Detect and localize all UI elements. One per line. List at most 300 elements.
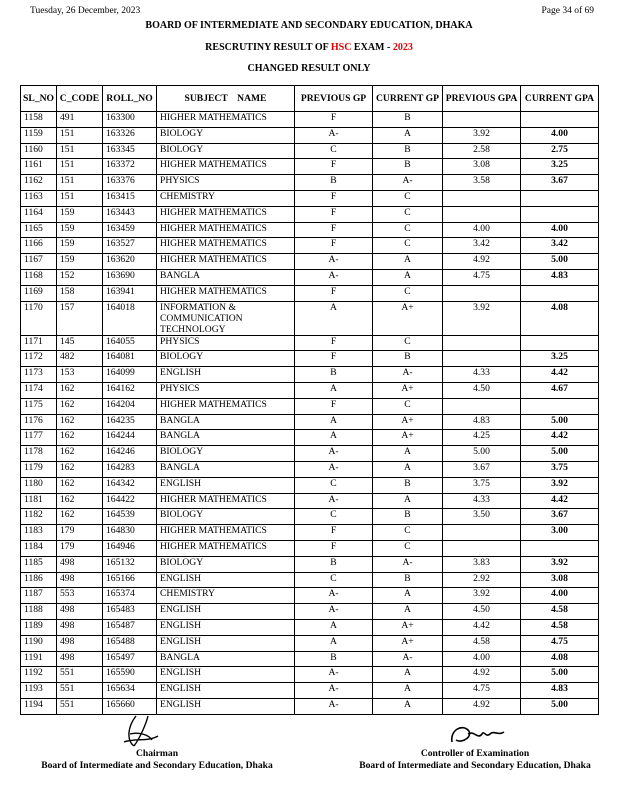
table-row bbox=[21, 351, 599, 367]
cell-subject: PHYSICS bbox=[157, 382, 295, 398]
cell-c-code: 551 bbox=[57, 683, 103, 699]
cell-c-code: 162 bbox=[57, 477, 103, 493]
cell-previous-gp: F bbox=[295, 285, 373, 301]
cell-roll-no: 164081 bbox=[103, 351, 157, 367]
cell-current-gp: A bbox=[373, 269, 443, 285]
cell-previous-gpa: 4.00 bbox=[443, 222, 521, 238]
cell-sl-no: 1158 bbox=[21, 112, 57, 128]
cell-roll-no: 165590 bbox=[103, 667, 157, 683]
cell-c-code: 498 bbox=[57, 556, 103, 572]
cell-current-gpa: 4.83 bbox=[521, 269, 599, 285]
cell-previous-gpa: 2.92 bbox=[443, 572, 521, 588]
cell-previous-gp: A- bbox=[295, 461, 373, 477]
cell-current-gp: A bbox=[373, 667, 443, 683]
table-row bbox=[21, 398, 599, 414]
cell-sl-no: 1187 bbox=[21, 588, 57, 604]
cell-c-code: 151 bbox=[57, 190, 103, 206]
table-row bbox=[21, 683, 599, 699]
cell-previous-gp: B bbox=[295, 651, 373, 667]
cell-previous-gp: A- bbox=[295, 446, 373, 462]
cell-sl-no: 1167 bbox=[21, 254, 57, 270]
cell-current-gpa: 5.00 bbox=[521, 446, 599, 462]
table-row bbox=[21, 414, 599, 430]
cell-current-gpa: 3.08 bbox=[521, 572, 599, 588]
table-row bbox=[21, 446, 599, 462]
cell-subject: ENGLISH bbox=[157, 367, 295, 383]
cell-roll-no: 164099 bbox=[103, 367, 157, 383]
cell-subject: HIGHER MATHEMATICS bbox=[157, 525, 295, 541]
cell-previous-gp: F bbox=[295, 222, 373, 238]
table-row bbox=[21, 572, 599, 588]
table-row bbox=[21, 635, 599, 651]
cell-roll-no: 164018 bbox=[103, 301, 157, 335]
table-row bbox=[21, 335, 599, 351]
exam-title bbox=[0, 42, 618, 53]
cell-sl-no: 1189 bbox=[21, 619, 57, 635]
cell-c-code: 159 bbox=[57, 206, 103, 222]
cell-previous-gp: A- bbox=[295, 588, 373, 604]
cell-current-gp: A- bbox=[373, 367, 443, 383]
cell-current-gp: A bbox=[373, 588, 443, 604]
cell-current-gpa: 5.00 bbox=[521, 667, 599, 683]
cell-previous-gpa: 3.08 bbox=[443, 159, 521, 175]
cell-previous-gp: F bbox=[295, 190, 373, 206]
cell-previous-gp: F bbox=[295, 112, 373, 128]
cell-current-gpa: 4.42 bbox=[521, 367, 599, 383]
cell-previous-gpa: 4.50 bbox=[443, 604, 521, 620]
table-row bbox=[21, 159, 599, 175]
col-header-sl-no: SL_NO bbox=[21, 86, 57, 112]
cell-current-gpa bbox=[521, 285, 599, 301]
cell-subject: BIOLOGY bbox=[157, 143, 295, 159]
table-row bbox=[21, 588, 599, 604]
cell-c-code: 162 bbox=[57, 414, 103, 430]
cell-subject: BIOLOGY bbox=[157, 127, 295, 143]
cell-roll-no: 164342 bbox=[103, 477, 157, 493]
cell-previous-gp: F bbox=[295, 398, 373, 414]
cell-roll-no: 163527 bbox=[103, 238, 157, 254]
table-row bbox=[21, 619, 599, 635]
cell-current-gp: C bbox=[373, 190, 443, 206]
cell-previous-gpa bbox=[443, 335, 521, 351]
cell-c-code: 162 bbox=[57, 382, 103, 398]
col-header-c-code: C_CODE bbox=[57, 86, 103, 112]
cell-c-code: 498 bbox=[57, 619, 103, 635]
cell-sl-no: 1192 bbox=[21, 667, 57, 683]
cell-subject: BIOLOGY bbox=[157, 351, 295, 367]
cell-sl-no: 1194 bbox=[21, 698, 57, 714]
cell-c-code: 151 bbox=[57, 127, 103, 143]
cell-roll-no: 165166 bbox=[103, 572, 157, 588]
cell-current-gp: A+ bbox=[373, 635, 443, 651]
cell-sl-no: 1169 bbox=[21, 285, 57, 301]
cell-previous-gpa bbox=[443, 351, 521, 367]
cell-subject: PHYSICS bbox=[157, 335, 295, 351]
cell-current-gp: C bbox=[373, 525, 443, 541]
cell-previous-gpa: 4.42 bbox=[443, 619, 521, 635]
table-row bbox=[21, 127, 599, 143]
cell-roll-no: 164204 bbox=[103, 398, 157, 414]
cell-previous-gpa: 3.83 bbox=[443, 556, 521, 572]
cell-previous-gpa bbox=[443, 398, 521, 414]
cell-subject: ENGLISH bbox=[157, 604, 295, 620]
cell-subject: INFORMATION & COMMUNICATION TECHNOLOGY bbox=[157, 301, 295, 335]
cell-previous-gpa bbox=[443, 525, 521, 541]
col-header-subject-name: SUBJECT NAME bbox=[157, 86, 295, 112]
col-header-roll-no: ROLL_NO bbox=[103, 86, 157, 112]
cell-previous-gp: A- bbox=[295, 493, 373, 509]
cell-sl-no: 1184 bbox=[21, 540, 57, 556]
cell-current-gpa: 4.75 bbox=[521, 635, 599, 651]
cell-sl-no: 1161 bbox=[21, 159, 57, 175]
cell-previous-gpa: 4.25 bbox=[443, 430, 521, 446]
cell-previous-gp: A bbox=[295, 382, 373, 398]
cell-roll-no: 163415 bbox=[103, 190, 157, 206]
cell-current-gp: B bbox=[373, 143, 443, 159]
cell-previous-gpa: 4.33 bbox=[443, 367, 521, 383]
table-row bbox=[21, 254, 599, 270]
cell-sl-no: 1193 bbox=[21, 683, 57, 699]
cell-previous-gp: A- bbox=[295, 127, 373, 143]
board-title: BOARD OF INTERMEDIATE AND SECONDARY EDUCATION, DHAKA bbox=[145, 20, 473, 31]
cell-previous-gpa bbox=[443, 285, 521, 301]
cell-sl-no: 1166 bbox=[21, 238, 57, 254]
cell-previous-gpa: 4.75 bbox=[443, 269, 521, 285]
cell-previous-gp: F bbox=[295, 525, 373, 541]
table-row bbox=[21, 477, 599, 493]
cell-current-gp: A bbox=[373, 604, 443, 620]
cell-c-code: 151 bbox=[57, 159, 103, 175]
cell-roll-no: 165660 bbox=[103, 698, 157, 714]
cell-current-gp: A bbox=[373, 446, 443, 462]
cell-sl-no: 1164 bbox=[21, 206, 57, 222]
exam-title-prefix: RESCRUTINY RESULT OF bbox=[205, 42, 331, 53]
cell-sl-no: 1176 bbox=[21, 414, 57, 430]
cell-sl-no: 1182 bbox=[21, 509, 57, 525]
cell-previous-gpa: 4.33 bbox=[443, 493, 521, 509]
chairman-organization: Board of Intermediate and Secondary Education, Dhaka bbox=[41, 760, 273, 771]
cell-previous-gp: C bbox=[295, 477, 373, 493]
controller-title: Controller of Examination bbox=[420, 748, 530, 759]
cell-previous-gpa: 3.67 bbox=[443, 461, 521, 477]
cell-c-code: 159 bbox=[57, 222, 103, 238]
cell-sl-no: 1186 bbox=[21, 572, 57, 588]
table-row bbox=[21, 604, 599, 620]
cell-previous-gpa: 4.58 bbox=[443, 635, 521, 651]
cell-current-gp: A+ bbox=[373, 619, 443, 635]
cell-previous-gpa bbox=[443, 190, 521, 206]
chairman-title: Chairman bbox=[135, 748, 179, 759]
cell-previous-gpa bbox=[443, 540, 521, 556]
chairman-signature-block bbox=[22, 748, 292, 772]
cell-current-gp: B bbox=[373, 159, 443, 175]
cell-current-gp: C bbox=[373, 238, 443, 254]
cell-sl-no: 1172 bbox=[21, 351, 57, 367]
cell-previous-gp: A- bbox=[295, 698, 373, 714]
cell-subject: CHEMISTRY bbox=[157, 588, 295, 604]
cell-sl-no: 1160 bbox=[21, 143, 57, 159]
cell-subject: ENGLISH bbox=[157, 477, 295, 493]
col-header-current-gpa: CURRENT GPA bbox=[521, 86, 599, 112]
table-row bbox=[21, 382, 599, 398]
cell-c-code: 162 bbox=[57, 509, 103, 525]
cell-sl-no: 1163 bbox=[21, 190, 57, 206]
cell-c-code: 159 bbox=[57, 238, 103, 254]
cell-current-gpa: 5.00 bbox=[521, 698, 599, 714]
cell-previous-gpa: 3.92 bbox=[443, 588, 521, 604]
cell-current-gpa: 4.83 bbox=[521, 683, 599, 699]
results-table bbox=[20, 85, 599, 715]
cell-previous-gp: A- bbox=[295, 269, 373, 285]
cell-subject: BIOLOGY bbox=[157, 509, 295, 525]
cell-current-gpa: 3.67 bbox=[521, 509, 599, 525]
cell-current-gpa bbox=[521, 206, 599, 222]
cell-current-gp: B bbox=[373, 572, 443, 588]
cell-sl-no: 1174 bbox=[21, 382, 57, 398]
cell-current-gp: A bbox=[373, 254, 443, 270]
table-row bbox=[21, 651, 599, 667]
cell-previous-gp: F bbox=[295, 351, 373, 367]
cell-subject: HIGHER MATHEMATICS bbox=[157, 398, 295, 414]
cell-roll-no: 164946 bbox=[103, 540, 157, 556]
cell-c-code: 153 bbox=[57, 367, 103, 383]
cell-subject: ENGLISH bbox=[157, 619, 295, 635]
cell-current-gp: C bbox=[373, 398, 443, 414]
cell-subject: ENGLISH bbox=[157, 698, 295, 714]
cell-previous-gp: A bbox=[295, 430, 373, 446]
cell-subject: BIOLOGY bbox=[157, 556, 295, 572]
cell-previous-gp: A bbox=[295, 301, 373, 335]
cell-roll-no: 165483 bbox=[103, 604, 157, 620]
cell-current-gpa bbox=[521, 398, 599, 414]
table-row bbox=[21, 525, 599, 541]
cell-subject: BANGLA bbox=[157, 651, 295, 667]
cell-current-gp: B bbox=[373, 509, 443, 525]
cell-current-gp: C bbox=[373, 540, 443, 556]
cell-sl-no: 1173 bbox=[21, 367, 57, 383]
cell-current-gp: A bbox=[373, 493, 443, 509]
cell-current-gpa bbox=[521, 335, 599, 351]
cell-sl-no: 1181 bbox=[21, 493, 57, 509]
cell-current-gp: A- bbox=[373, 556, 443, 572]
cell-current-gpa: 3.42 bbox=[521, 238, 599, 254]
cell-current-gpa: 4.00 bbox=[521, 127, 599, 143]
cell-roll-no: 164244 bbox=[103, 430, 157, 446]
changed-result-subtitle: CHANGED RESULT ONLY bbox=[247, 63, 371, 74]
cell-current-gpa: 5.00 bbox=[521, 414, 599, 430]
cell-current-gp: B bbox=[373, 477, 443, 493]
cell-previous-gp: F bbox=[295, 238, 373, 254]
cell-sl-no: 1179 bbox=[21, 461, 57, 477]
cell-previous-gp: F bbox=[295, 206, 373, 222]
cell-previous-gpa: 3.92 bbox=[443, 301, 521, 335]
cell-current-gp: A+ bbox=[373, 430, 443, 446]
cell-c-code: 158 bbox=[57, 285, 103, 301]
cell-current-gp: A- bbox=[373, 175, 443, 191]
cell-roll-no: 165374 bbox=[103, 588, 157, 604]
cell-subject: BANGLA bbox=[157, 269, 295, 285]
cell-subject: HIGHER MATHEMATICS bbox=[157, 159, 295, 175]
cell-previous-gp: A bbox=[295, 635, 373, 651]
cell-roll-no: 163326 bbox=[103, 127, 157, 143]
table-row bbox=[21, 238, 599, 254]
cell-current-gpa: 3.92 bbox=[521, 556, 599, 572]
cell-previous-gpa: 2.58 bbox=[443, 143, 521, 159]
cell-c-code: 551 bbox=[57, 667, 103, 683]
cell-roll-no: 165487 bbox=[103, 619, 157, 635]
table-row bbox=[21, 222, 599, 238]
cell-current-gpa: 4.42 bbox=[521, 493, 599, 509]
cell-current-gpa: 3.67 bbox=[521, 175, 599, 191]
cell-previous-gp: A- bbox=[295, 604, 373, 620]
cell-sl-no: 1188 bbox=[21, 604, 57, 620]
cell-subject: ENGLISH bbox=[157, 635, 295, 651]
cell-roll-no: 164055 bbox=[103, 335, 157, 351]
cell-current-gpa bbox=[521, 190, 599, 206]
cell-current-gpa: 3.25 bbox=[521, 351, 599, 367]
cell-previous-gp: F bbox=[295, 540, 373, 556]
cell-c-code: 157 bbox=[57, 301, 103, 335]
controller-signature-block bbox=[340, 748, 610, 772]
col-header-current-gp: CURRENT GP bbox=[373, 86, 443, 112]
cell-previous-gp: F bbox=[295, 159, 373, 175]
cell-c-code: 162 bbox=[57, 493, 103, 509]
table-row bbox=[21, 269, 599, 285]
cell-c-code: 179 bbox=[57, 540, 103, 556]
exam-title-mid: EXAM - bbox=[351, 42, 393, 53]
cell-current-gpa: 3.00 bbox=[521, 525, 599, 541]
cell-c-code: 151 bbox=[57, 143, 103, 159]
cell-previous-gp: C bbox=[295, 509, 373, 525]
cell-previous-gp: C bbox=[295, 143, 373, 159]
table-row bbox=[21, 285, 599, 301]
table-row bbox=[21, 143, 599, 159]
cell-current-gpa: 4.08 bbox=[521, 651, 599, 667]
cell-c-code: 491 bbox=[57, 112, 103, 128]
table-row bbox=[21, 430, 599, 446]
cell-previous-gpa: 4.75 bbox=[443, 683, 521, 699]
table-row bbox=[21, 509, 599, 525]
cell-current-gpa bbox=[521, 540, 599, 556]
cell-current-gpa: 3.75 bbox=[521, 461, 599, 477]
cell-subject: ENGLISH bbox=[157, 572, 295, 588]
cell-current-gp: C bbox=[373, 222, 443, 238]
table-row bbox=[21, 112, 599, 128]
cell-sl-no: 1190 bbox=[21, 635, 57, 651]
exam-title-hsc: HSC bbox=[330, 42, 352, 53]
cell-c-code: 145 bbox=[57, 335, 103, 351]
cell-sl-no: 1165 bbox=[21, 222, 57, 238]
cell-previous-gpa: 3.75 bbox=[443, 477, 521, 493]
cell-previous-gpa bbox=[443, 206, 521, 222]
cell-c-code: 162 bbox=[57, 461, 103, 477]
cell-previous-gpa: 4.92 bbox=[443, 667, 521, 683]
cell-current-gp: C bbox=[373, 335, 443, 351]
cell-current-gpa: 4.58 bbox=[521, 604, 599, 620]
cell-previous-gpa: 4.92 bbox=[443, 254, 521, 270]
col-header-previous-gp: PREVIOUS GP bbox=[295, 86, 373, 112]
cell-c-code: 551 bbox=[57, 698, 103, 714]
chairman-signature bbox=[118, 712, 162, 750]
cell-current-gp: C bbox=[373, 206, 443, 222]
table-header-row bbox=[21, 86, 599, 112]
cell-sl-no: 1180 bbox=[21, 477, 57, 493]
cell-previous-gp: C bbox=[295, 572, 373, 588]
cell-subject: HIGHER MATHEMATICS bbox=[157, 238, 295, 254]
cell-subject: HIGHER MATHEMATICS bbox=[157, 254, 295, 270]
table-row bbox=[21, 667, 599, 683]
cell-previous-gpa: 3.58 bbox=[443, 175, 521, 191]
cell-previous-gp: A- bbox=[295, 667, 373, 683]
cell-previous-gpa: 3.50 bbox=[443, 509, 521, 525]
cell-subject: BIOLOGY bbox=[157, 446, 295, 462]
cell-c-code: 498 bbox=[57, 635, 103, 651]
cell-previous-gp: B bbox=[295, 367, 373, 383]
cell-roll-no: 163376 bbox=[103, 175, 157, 191]
cell-roll-no: 164422 bbox=[103, 493, 157, 509]
cell-subject: BANGLA bbox=[157, 461, 295, 477]
cell-current-gp: A bbox=[373, 683, 443, 699]
cell-roll-no: 165634 bbox=[103, 683, 157, 699]
table-row bbox=[21, 461, 599, 477]
cell-previous-gpa: 4.83 bbox=[443, 414, 521, 430]
cell-current-gpa: 4.00 bbox=[521, 588, 599, 604]
cell-subject: HIGHER MATHEMATICS bbox=[157, 222, 295, 238]
cell-previous-gpa: 3.42 bbox=[443, 238, 521, 254]
cell-previous-gpa: 5.00 bbox=[443, 446, 521, 462]
table-row bbox=[21, 540, 599, 556]
cell-roll-no: 165497 bbox=[103, 651, 157, 667]
cell-current-gp: B bbox=[373, 351, 443, 367]
cell-roll-no: 163459 bbox=[103, 222, 157, 238]
cell-previous-gp: B bbox=[295, 556, 373, 572]
cell-roll-no: 163941 bbox=[103, 285, 157, 301]
cell-subject: ENGLISH bbox=[157, 667, 295, 683]
cell-c-code: 498 bbox=[57, 651, 103, 667]
cell-previous-gp: A- bbox=[295, 683, 373, 699]
table-row bbox=[21, 367, 599, 383]
cell-current-gpa: 3.92 bbox=[521, 477, 599, 493]
cell-sl-no: 1175 bbox=[21, 398, 57, 414]
cell-current-gpa: 4.58 bbox=[521, 619, 599, 635]
cell-roll-no: 164162 bbox=[103, 382, 157, 398]
cell-subject: HIGHER MATHEMATICS bbox=[157, 493, 295, 509]
table-row bbox=[21, 493, 599, 509]
cell-current-gpa: 5.00 bbox=[521, 254, 599, 270]
cell-previous-gpa: 4.00 bbox=[443, 651, 521, 667]
cell-c-code: 162 bbox=[57, 446, 103, 462]
cell-previous-gpa: 4.92 bbox=[443, 698, 521, 714]
cell-current-gp: C bbox=[373, 285, 443, 301]
cell-current-gp: B bbox=[373, 112, 443, 128]
cell-current-gp: A bbox=[373, 698, 443, 714]
cell-previous-gpa bbox=[443, 112, 521, 128]
cell-sl-no: 1159 bbox=[21, 127, 57, 143]
cell-c-code: 498 bbox=[57, 604, 103, 620]
cell-previous-gp: B bbox=[295, 175, 373, 191]
cell-sl-no: 1168 bbox=[21, 269, 57, 285]
cell-current-gp: A bbox=[373, 127, 443, 143]
cell-subject: ENGLISH bbox=[157, 683, 295, 699]
table-row bbox=[21, 556, 599, 572]
cell-previous-gpa: 3.92 bbox=[443, 127, 521, 143]
table-row bbox=[21, 175, 599, 191]
cell-subject: CHEMISTRY bbox=[157, 190, 295, 206]
cell-current-gpa: 3.25 bbox=[521, 159, 599, 175]
cell-sl-no: 1177 bbox=[21, 430, 57, 446]
cell-current-gp: A+ bbox=[373, 382, 443, 398]
cell-c-code: 498 bbox=[57, 572, 103, 588]
